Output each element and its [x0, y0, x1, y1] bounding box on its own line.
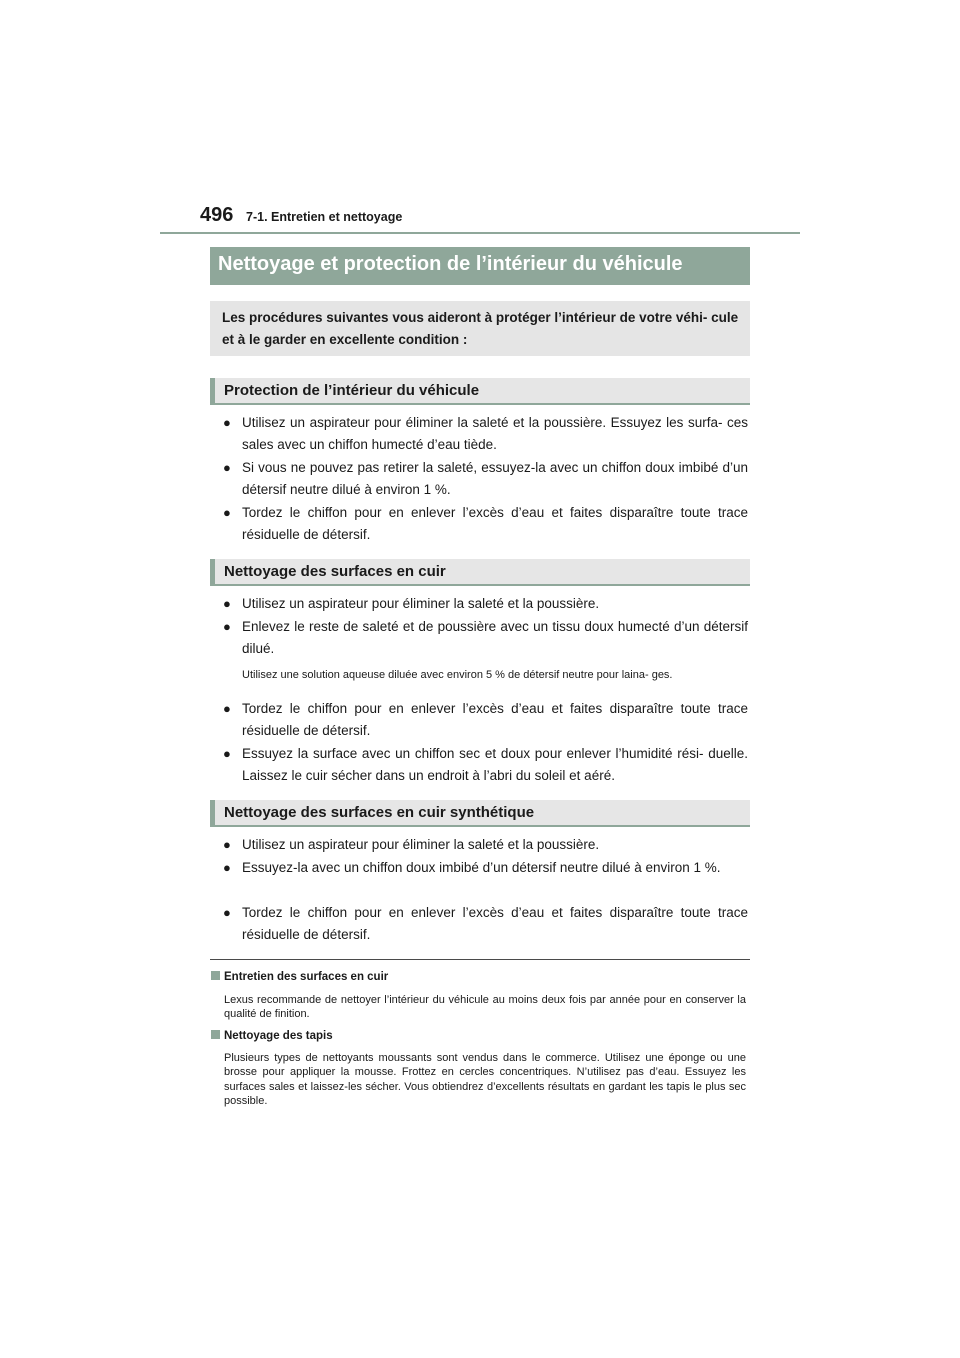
bullet-dot-icon: ●: [223, 701, 231, 716]
list-item: [223, 857, 748, 879]
bullet-dot-icon: ●: [223, 415, 231, 430]
bullet-dot-icon: ●: [223, 746, 231, 761]
list-item: [223, 834, 748, 856]
list-item-text: Enlevez le reste de saleté et de poussière avec un tissu doux humecté d’un détersif dilué.: [242, 619, 748, 656]
bullet-dot-icon: ●: [223, 505, 231, 520]
list-item-text: Tordez le chiffon pour en enlever l’excès d’eau et faites disparaître toute trace résiduelle de détersif.: [242, 505, 748, 542]
list-item-text: Tordez le chiffon pour en enlever l’excès d’eau et faites disparaître toute trace résiduelle de détersif.: [242, 701, 748, 738]
subheading-label: Nettoyage des surfaces en cuir: [224, 563, 446, 580]
list-item: [223, 743, 748, 787]
chapter-title: 7-1. Entretien et nettoyage: [246, 210, 403, 224]
subheading-label: Protection de l’intérieur du véhicule: [224, 382, 480, 399]
list-item-text: Utilisez un aspirateur pour éliminer la saleté et la poussière. Essuyez les surfa- ces sales avec un chiffon humecté d’eau tiède.: [242, 415, 748, 452]
page-title: Nettoyage et protection de l’intérieur du véhicule: [218, 253, 683, 275]
bullet-dot-icon: ●: [223, 596, 231, 611]
list-item: [223, 457, 748, 501]
list-item-text: Si vous ne pouvez pas retirer la saleté, essuyez-la avec un chiffon doux imbibé d’un détersif neutre dilué à environ 1 %.: [242, 460, 748, 497]
list-item-text: Utilisez un aspirateur pour éliminer la saleté et la poussière.: [242, 596, 600, 611]
list-item: [223, 902, 748, 946]
list-item-text: Essuyez la surface avec un chiffon sec et doux pour enlever l’humidité rési- duelle. Laissez le cuir sécher dans un endroit à l’abri du soleil et aéré.: [242, 746, 748, 783]
subheading-label: Nettoyage des surfaces en cuir synthétique: [224, 804, 535, 821]
section-title-bar: [210, 247, 750, 285]
notes-divider: [210, 959, 750, 960]
square-bullet-icon: [211, 971, 220, 980]
page-header: [160, 204, 800, 234]
list-item: [223, 593, 748, 615]
note-heading-carpet-cleaning: [211, 1030, 751, 1042]
page-number: 496: [200, 204, 234, 226]
list-item: [223, 698, 748, 742]
intro-box: [210, 301, 750, 356]
bullet-dot-icon: ●: [223, 619, 231, 634]
bullet-dot-icon: ●: [223, 905, 231, 920]
note-heading-label: Nettoyage des tapis: [224, 1030, 333, 1042]
square-bullet-icon: [211, 1030, 220, 1039]
bullet-dot-icon: ●: [223, 860, 231, 875]
list-item-text: Utilisez un aspirateur pour éliminer la saleté et la poussière.: [242, 837, 600, 852]
subheading-synthetic-leather-cleaning: [210, 800, 750, 827]
note-body-carpet-cleaning: Plusieurs types de nettoyants moussants sont vendus dans le commerce. Utilisez une éponge ou une brosse pour appliquer la mousse. Frottez en cercles concentriques. N’utilisez pas d’eau. Essuyez les surfaces sales et laissez-les sécher. Vous obtiendrez d’excellents résultats en gardant les tapis le plus sec possible.: [224, 1052, 746, 1107]
list-item-text: Essuyez-la avec un chiffon doux imbibé d’un détersif neutre dilué à environ 1 %.: [242, 860, 721, 875]
note-body-leather-care: Lexus recommande de nettoyer l’intérieur du véhicule au moins deux fois par année pour en conserver la qualité de finition.: [224, 994, 746, 1021]
bullet-dot-icon: ●: [223, 837, 231, 852]
list-item: [223, 412, 748, 456]
note-heading-label: Entretien des surfaces en cuir: [224, 971, 389, 983]
subheading-interior-protection: [210, 378, 750, 405]
list-item: [223, 616, 748, 660]
leather-dilution-note: Utilisez une solution aqueuse diluée avec environ 5 % de détersif neutre pour laina- ges.: [242, 669, 673, 681]
intro-text: Les procédures suivantes vous aideront à protéger l’intérieur de votre véhi- cule et à le garder en excellente condition :: [222, 310, 739, 347]
header-rule: [160, 232, 800, 234]
bullet-dot-icon: ●: [223, 460, 231, 475]
note-heading-leather-care: [211, 971, 751, 983]
list-item-text: Tordez le chiffon pour en enlever l’excès d’eau et faites disparaître toute trace résiduelle de détersif.: [242, 905, 748, 942]
list-item: [223, 502, 748, 546]
subheading-leather-cleaning: [210, 559, 750, 586]
